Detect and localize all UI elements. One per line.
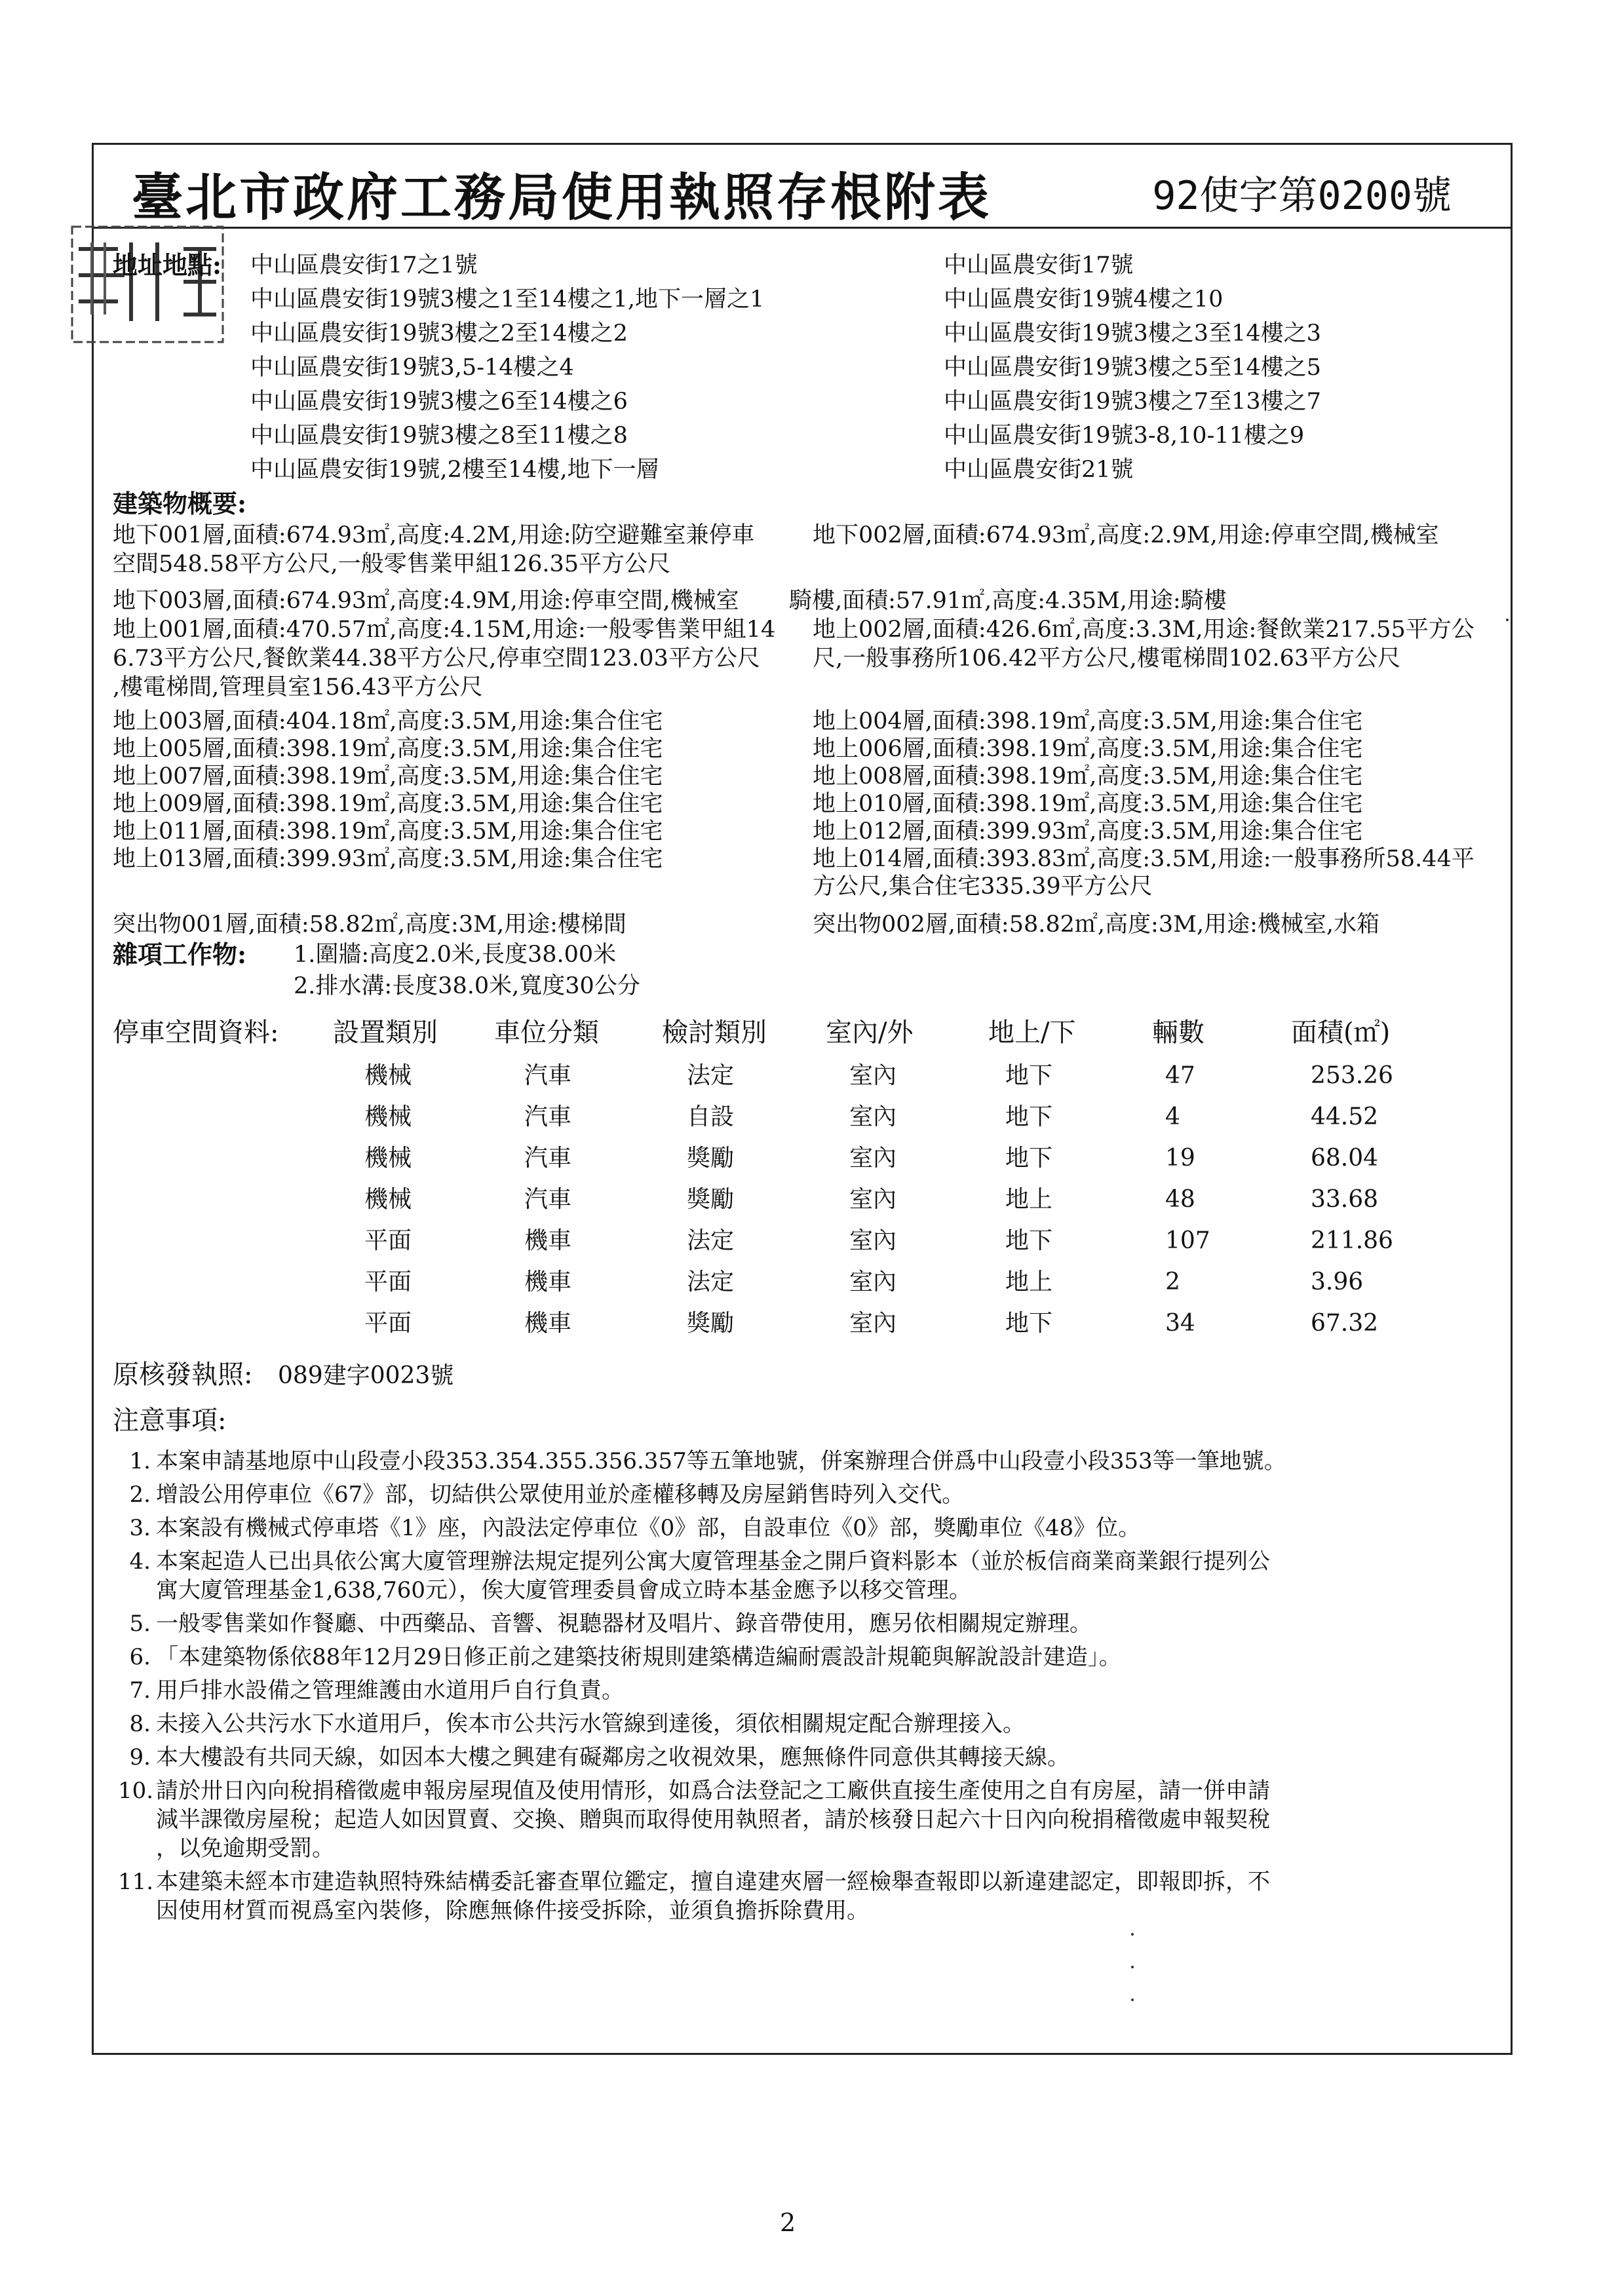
parking-cell: 汽車 [524, 1186, 572, 1213]
note-number: 10. [118, 1778, 154, 1804]
building-label: 建築物概要: [113, 489, 247, 518]
building-line: ,樓電梯間,管理員室156.43平方公尺 [113, 674, 483, 700]
parking-cell: 107 [1165, 1227, 1210, 1254]
floor-line: 地上009層,面積:398.19㎡,高度:3.5M,用途:集合住宅 [113, 791, 663, 817]
parking-cell: 法定 [687, 1062, 735, 1089]
parking-cell: 19 [1165, 1145, 1195, 1172]
address-line: 中山區農安街19號3樓之5至14樓之5 [944, 354, 1321, 381]
parking-cell: 機械 [364, 1062, 412, 1089]
parking-cell: 機車 [524, 1227, 572, 1254]
parking-header-cell: 檢討類別 [662, 1018, 767, 1048]
parking-cell: 33.68 [1311, 1186, 1379, 1213]
parking-cell: 地下 [1005, 1062, 1053, 1089]
address-line: 中山區農安街19號,2樓至14樓,地下一層 [250, 457, 659, 483]
parking-cell: 48 [1165, 1186, 1195, 1213]
parking-cell: 室內 [849, 1186, 897, 1213]
address-line: 中山區農安街19號3樓之8至11樓之8 [250, 423, 628, 449]
parking-cell: 地上 [1005, 1186, 1053, 1213]
parking-cell: 地下 [1005, 1310, 1053, 1337]
note-number: 4. [129, 1548, 151, 1575]
note-line: 「本建築物係依88年12月29日修正前之建築技術規則建築構造編耐震設計規範與解說設計建造」。 [156, 1644, 1121, 1670]
parking-header-cell: 室內/外 [826, 1018, 914, 1048]
parking-cell: 室內 [849, 1145, 897, 1172]
note-line: 未接入公共污水下水道用戶，俟本市公共污水管線到達後，須依相關規定配合辦理接入。 [156, 1711, 1025, 1737]
note-number: 3. [129, 1515, 151, 1541]
floor-line: 地上010層,面積:398.19㎡,高度:3.5M,用途:集合住宅 [813, 791, 1363, 817]
parking-cell: 汽車 [524, 1062, 572, 1089]
floor-line: 地上008層,面積:398.19㎡,高度:3.5M,用途:集合住宅 [813, 763, 1363, 790]
permit-number: 92使字第0200號 [1152, 173, 1452, 219]
note-line: 本案申請基地原中山段壹小段353.354.355.356.357等五筆地號，併案辦理合併爲中山段壹小段353等一筆地號。 [156, 1448, 1286, 1474]
parking-cell: 3.96 [1311, 1269, 1364, 1295]
notes-label: 注意事項: [113, 1406, 227, 1436]
parking-cell: 獎勵 [687, 1186, 735, 1213]
parking-cell: 地下 [1005, 1103, 1053, 1130]
address-line: 中山區農安街19號3樓之1至14樓之1,地下一層之1 [250, 286, 765, 313]
parking-cell: 機械 [364, 1145, 412, 1172]
building-line: 地上001層,面積:470.57㎡,高度:4.15M,用途:一般零售業甲組14 [113, 617, 776, 643]
parking-cell: 34 [1165, 1310, 1195, 1337]
building-line: 6.73平方公尺,餐飲業44.38平方公尺,停車空間123.03平方公尺 [113, 645, 760, 672]
address-line: 中山區農安街19號3樓之6至14樓之6 [250, 389, 628, 415]
parking-cell: 地下 [1005, 1227, 1053, 1254]
building-line: 地下001層,面積:674.93㎡,高度:4.2M,用途:防空避難室兼停車 [113, 522, 755, 548]
floor-line: 地上011層,面積:398.19㎡,高度:3.5M,用途:集合住宅 [113, 818, 663, 845]
parking-cell: 機械 [364, 1186, 412, 1213]
parking-cell: 自設 [687, 1103, 735, 1130]
parking-cell: 4 [1165, 1103, 1180, 1130]
parking-cell: 室內 [849, 1227, 897, 1254]
scan-dot [1506, 619, 1509, 621]
page-number: 2 [780, 2208, 796, 2237]
original-permit-value: 089建字0023號 [278, 1362, 454, 1389]
parking-header-cell: 車位分類 [494, 1018, 599, 1048]
scan-dot [1131, 1966, 1134, 1968]
address-line: 中山區農安街21號 [944, 457, 1134, 483]
floor-line: 地上004層,面積:398.19㎡,高度:3.5M,用途:集合住宅 [813, 708, 1363, 735]
note-number: 7. [129, 1677, 151, 1704]
floor-line: 地上006層,面積:398.19㎡,高度:3.5M,用途:集合住宅 [813, 736, 1363, 762]
scan-dot [1131, 1999, 1134, 2001]
building-line: 騎樓,面積:57.91㎡,高度:4.35M,用途:騎樓 [789, 588, 1227, 614]
parking-cell: 47 [1165, 1062, 1195, 1089]
protrusion-left: 突出物001層,面積:58.82㎡,高度:3M,用途:樓梯間 [113, 911, 627, 938]
address-line: 中山區農安街19號3,5-14樓之4 [250, 354, 574, 381]
building-line: 地下003層,面積:674.93㎡,高度:4.9M,用途:停車空間,機械室 [113, 588, 739, 614]
parking-cell: 平面 [364, 1269, 412, 1295]
parking-cell: 室內 [849, 1310, 897, 1337]
address-line: 中山區農安街19號3樓之3至14樓之3 [944, 320, 1321, 347]
parking-cell: 地上 [1005, 1269, 1053, 1295]
parking-label: 停車空間資料: [113, 1018, 279, 1048]
note-number: 11. [118, 1869, 154, 1895]
parking-cell: 67.32 [1311, 1310, 1379, 1337]
scan-dot [1131, 1933, 1134, 1936]
address-line: 中山區農安街19號4樓之10 [944, 286, 1224, 313]
misc-item: 2.排水溝:長度38.0米,寬度30公分 [294, 973, 640, 999]
address-label: 地址地點: [113, 250, 222, 280]
parking-cell: 68.04 [1311, 1145, 1379, 1172]
note-line: 因使用材質而視爲室內裝修，除應無條件接受拆除，並須負擔拆除費用。 [156, 1898, 869, 1924]
parking-cell: 汽車 [524, 1103, 572, 1130]
note-line: 本大樓設有共同天線，如因本大樓之興建有礙鄰房之收視效果，應無條件同意供其轉接天線。 [156, 1744, 1070, 1770]
building-line: 尺,一般事務所106.42平方公尺,樓電梯間102.63平方公尺 [813, 645, 1401, 672]
parking-cell: 室內 [849, 1269, 897, 1295]
parking-cell: 汽車 [524, 1145, 572, 1172]
note-number: 5. [129, 1611, 151, 1637]
parking-cell: 機車 [524, 1269, 572, 1295]
address-line: 中山區農安街19號3-8,10-11樓之9 [944, 423, 1305, 449]
parking-cell: 平面 [364, 1227, 412, 1254]
parking-cell: 253.26 [1311, 1062, 1393, 1089]
floor-line: 地上013層,面積:399.93㎡,高度:3.5M,用途:集合住宅 [113, 846, 663, 872]
note-line: ，以免逾期受罰。 [156, 1835, 334, 1862]
parking-cell: 2 [1165, 1269, 1180, 1295]
note-line: 本案起造人已出具依公寓大廈管理辦法規定提列公寓大廈管理基金之開戶資料影本（並於板信商業商業銀行提列公 [156, 1548, 1270, 1575]
floor-line: 地上003層,面積:404.18㎡,高度:3.5M,用途:集合住宅 [113, 708, 663, 735]
parking-header-cell: 面積(㎡) [1291, 1018, 1391, 1048]
note-line: 增設公用停車位《67》部，切結供公眾使用並於產權移轉及房屋銷售時列入交代。 [156, 1482, 965, 1508]
parking-cell: 法定 [687, 1227, 735, 1254]
parking-cell: 211.86 [1311, 1227, 1393, 1254]
document-title: 臺北市政府工務局使用執照存根附表 [132, 168, 992, 227]
building-line: 地上002層,面積:426.6㎡,高度:3.3M,用途:餐飲業217.55平方公 [813, 617, 1475, 643]
address-line: 中山區農安街19號3樓之2至14樓之2 [250, 320, 628, 347]
protrusion-right: 突出物002層,面積:58.82㎡,高度:3M,用途:機械室,水箱 [813, 911, 1379, 938]
parking-cell: 獎勵 [687, 1310, 735, 1337]
parking-header-cell: 輛數 [1152, 1018, 1205, 1048]
note-line: 一般零售業如作餐廳、中西藥品、音響、視聽器材及唱片、錄音帶使用，應另依相關規定辦理。 [156, 1611, 1092, 1637]
parking-cell: 44.52 [1311, 1103, 1379, 1130]
address-line: 中山區農安街17號 [944, 252, 1134, 278]
floor-line: 地上005層,面積:398.19㎡,高度:3.5M,用途:集合住宅 [113, 736, 663, 762]
parking-header-cell: 地上/下 [988, 1018, 1076, 1048]
note-number: 8. [129, 1711, 151, 1737]
address-line: 中山區農安街17之1號 [250, 252, 478, 278]
original-permit-label: 原核發執照: [113, 1360, 253, 1390]
parking-cell: 室內 [849, 1062, 897, 1089]
floor-line: 地上007層,面積:398.19㎡,高度:3.5M,用途:集合住宅 [113, 763, 663, 790]
building-line: 空間548.58平方公尺,一般零售業甲組126.35平方公尺 [113, 551, 671, 577]
floor-line: 地上012層,面積:399.93㎡,高度:3.5M,用途:集合住宅 [813, 818, 1363, 845]
misc-label: 雜項工作物: [113, 940, 247, 969]
parking-cell: 平面 [364, 1310, 412, 1337]
floor-line: 方公尺,集合住宅335.39平方公尺 [813, 873, 1153, 900]
parking-cell: 獎勵 [687, 1145, 735, 1172]
parking-cell: 法定 [687, 1269, 735, 1295]
parking-cell: 室內 [849, 1103, 897, 1130]
building-line: 地下002層,面積:674.93㎡,高度:2.9M,用途:停車空間,機械室 [813, 522, 1439, 548]
note-line: 減半課徵房屋稅；起造人如因買賣、交換、贈與而取得使用執照者，請於核發日起六十日內向稅捐稽徵處申報契稅 [156, 1807, 1270, 1833]
parking-cell: 地下 [1005, 1145, 1053, 1172]
misc-item: 1.圍牆:高度2.0米,長度38.00米 [294, 942, 617, 968]
parking-cell: 機車 [524, 1310, 572, 1337]
note-number: 9. [129, 1744, 151, 1770]
note-number: 2. [129, 1482, 151, 1508]
parking-header-cell: 設置類別 [333, 1018, 438, 1048]
note-line: 寓大廈管理基金1,638,760元），俟大廈管理委員會成立時本基金應予以移交管理。 [156, 1577, 972, 1603]
note-line: 請於卅日內向稅捐稽徵處申報房屋現值及使用情形，如爲合法登記之工廠供直接生產使用之自有房屋，請一併申請 [156, 1778, 1270, 1804]
note-number: 1. [129, 1448, 151, 1474]
parking-cell: 機械 [364, 1103, 412, 1130]
note-line: 本建築未經本市建造執照特殊結構委託審查單位鑑定，擅自違建夾層一經檢舉查報即以新違建認定，即報即拆，不 [156, 1869, 1270, 1895]
note-line: 本案設有機械式停車塔《1》座，內設法定停車位《0》部，自設車位《0》部，獎勵車位《48》位。 [156, 1515, 1141, 1541]
note-number: 6. [129, 1644, 151, 1670]
floor-line: 地上014層,面積:393.83㎡,高度:3.5M,用途:一般事務所58.44平 [813, 846, 1475, 872]
note-line: 用戶排水設備之管理維護由水道用戶自行負責。 [156, 1677, 624, 1704]
address-line: 中山區農安街19號3樓之7至13樓之7 [944, 389, 1321, 415]
